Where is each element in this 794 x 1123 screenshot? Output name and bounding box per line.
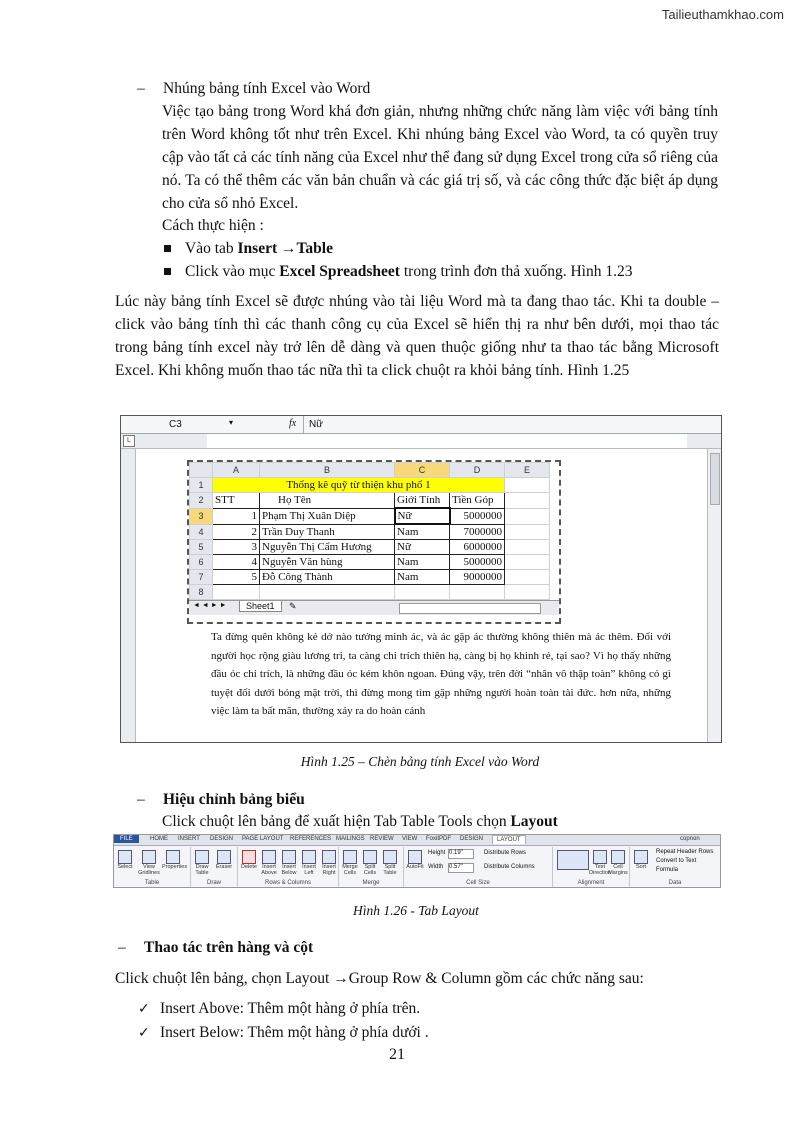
section-heading-edit: – Hiệu chỉnh bảng biểu [137,788,719,811]
table-row: 2 STT Họ Tên Giới Tính Tiền Góp [190,493,550,509]
width-label: Width [428,864,444,870]
paragraph-row-column: Click chuột lên bảng, chọn Layout →Group Row & Column gồm các chức năng sau: [115,970,644,987]
check-insert-above: ✓ Insert Above: Thêm một hàng ở phía trên. [138,997,718,1021]
split-table-icon[interactable] [383,850,397,864]
divider [303,416,304,433]
formula-input[interactable]: Nữ [309,419,323,430]
checkmark-icon: ✓ [138,1025,150,1041]
howto-label: Cách thực hiện : [162,217,264,234]
tab-design[interactable]: DESIGN [210,836,234,842]
square-bullet-icon [164,245,171,252]
tab-table-design[interactable]: DESIGN [460,836,484,842]
tab-sheet1[interactable]: Sheet1 [239,601,282,612]
table-row: 1 Thống kê quỹ từ thiện khu phố 1 [190,478,550,493]
group-data: Sort Repeat Header Rows Convert to Text Formula Data [635,849,714,886]
checkmark-icon: ✓ [138,1001,150,1017]
tab-references[interactable]: REFERENCES [290,836,332,842]
formula-bar [121,416,721,434]
draw-table-icon[interactable] [195,850,209,864]
paragraph-layout: Click chuột lên bảng để xuất hiện Tab Table Tools chọn Layout [162,813,558,830]
eraser-icon[interactable] [217,850,231,864]
table-row: 5 3 Nguyễn Thị Cẩm Hương Nữ 6000000 [190,540,550,555]
horizontal-scrollbar[interactable] [399,603,541,614]
scroll-thumb[interactable] [710,453,720,505]
section-title: Nhúng bảng tính Excel vào Word [163,80,371,97]
split-cells-icon[interactable] [363,850,377,864]
page-number: 21 [389,1046,405,1063]
merge-cells-icon[interactable] [343,850,357,864]
tab-page-layout[interactable]: PAGE LAYOUT [242,836,284,842]
group-draw: Draw Table Eraser Draw [191,847,238,887]
watermark: Tailieuthamkhao.com [661,7,784,22]
alignment-grid-icon[interactable] [557,850,589,870]
table-title-cell[interactable]: Thống kê quỹ từ thiện khu phố 1 [213,478,505,493]
height-input[interactable]: 0.19" [448,849,474,859]
table-row: 8 [190,585,550,600]
embedded-excel-sheet[interactable] [187,460,561,624]
tab-review[interactable]: REVIEW [370,836,394,842]
tab-selector-icon[interactable]: L [123,435,135,447]
table-row: 6 4 Nguyễn Văn hùng Nam 5000000 [190,555,550,570]
dash-bullet: – [118,939,126,956]
paragraph-double-click: Lúc này bảng tính Excel sẽ được nhúng vào tài liệu Word mà ta đang thao tác. Khi ta double –click vào bảng tính thì các thanh công cụ của Excel sẽ hiển thị ra như bên dưới, mọi thao tác trong bảng tính excel này trở lên dễ dàng và quen thuộc giống như ta thao tác bằng Microsoft Excel. Khi không muốn thao tác nữa thì ta click chuột ra khỏi bảng tính. Hình 1.25 [115,293,719,379]
repeat-header-rows-button[interactable]: Repeat Header Rows [656,849,714,855]
sort-icon[interactable] [634,850,648,864]
delete-icon[interactable] [242,850,256,864]
dropdown-arrow-icon[interactable]: ▾ [229,418,234,427]
caption-figure-1-25: Hình 1.25 – Chèn bảng tính Excel vào Word [300,754,540,769]
insert-left-icon[interactable] [302,850,316,864]
dash-bullet: – [137,791,145,808]
sheet-tab-bar [189,600,559,615]
vertical-scrollbar[interactable] [707,449,721,742]
width-input[interactable]: 0.57" [448,863,474,873]
distribute-rows-button[interactable]: Distribute Rows [484,850,527,856]
table-row: 7 5 Đỗ Công Thành Nam 9000000 [190,570,550,585]
properties-icon[interactable] [166,850,180,864]
fx-icon[interactable]: fx [289,418,297,429]
group-cell-size: AutoFit Height 0.19" Width 0.57" Distribute Rows Distribute Columns Cell Size [404,847,553,887]
text-direction-icon[interactable] [593,850,607,864]
paragraph-embed: Việc tạo bảng trong Word khá đơn giản, nhưng những chức năng làm việc với bảng tính trên Word không tốt như trên Excel. Khi nhúng bảng Excel vào Word, ta có quyền truy cập vào tất cả các tính năng của Excel như thể đang sử dụng Excel trong cửa sổ riêng của nó. Ta có thể thêm các văn bản chuẩn và các giá trị số, và các công thức đặc biệt áp dụng cho cửa sổ nhỏ Excel. [162,103,718,212]
bullet-excel-spreadsheet: Click vào mục Excel Spreadsheet trong trình đơn thả xuống. Hình 1.23 [164,260,720,283]
group-merge: Merge Cells Split Cells Split Table Merge [339,847,404,887]
figure-word-excel-screenshot [120,415,722,743]
active-cell[interactable]: Nữ [395,508,450,524]
figure-layout-ribbon [113,834,721,888]
word-body-text: Ta đừng quên không kẻ dở nào tưởng minh ác, và ác gặp ác thường không thiên mà ác thêm. Đối với người học rộng giàu lương tri, ta càng chỉ trích thiên hạ, càng bị họ khinh rẻ, tại sao? Vì họ thấy những đầu óc chỉ trích, là những đầu óc kém khôn ngoan. Đúng vậy, trên đời “nhân vô thập toàn” không có gì tuyệt đối dưới bóng mặt trời, thì đừng mong tìm gặp những người hoàn toàn tài đức. hơn nữa, những việc làm ta bất mãn, thường xảy ra do hoàn cảnh [211,631,671,717]
tab-foxitpdf[interactable]: FoxitPDF [426,836,452,842]
formula-button[interactable]: Formula [656,867,679,873]
autofit-icon[interactable] [408,850,422,864]
tab-insert[interactable]: INSERT [178,836,200,842]
group-table: Select View Gridlines Properties Table [114,847,191,887]
new-sheet-icon[interactable]: ✎ [289,601,297,611]
distribute-columns-button[interactable]: Distribute Columns [484,864,535,870]
excel-grid [189,462,550,600]
select-icon[interactable] [118,850,132,864]
group-alignment: Text Direction Cell Margins Alignment [553,847,630,887]
insert-below-icon[interactable] [282,850,296,864]
column-header-row: A B C D E [190,463,550,478]
table-row: 3 1 Phạm Thị Xuân Diệp Nữ 5000000 [190,508,550,524]
bullet-insert-table: Vào tab Insert →Table [164,237,720,260]
tab-file[interactable]: FILE [114,835,139,843]
ribbon-tab-bar [114,835,720,846]
tab-home[interactable]: HOME [150,836,168,842]
horizontal-ruler [121,434,721,449]
insert-right-icon[interactable] [322,850,336,864]
tab-view[interactable]: VIEW [402,836,418,842]
section-heading-rows-cols: – Thao tác trên hàng và cột [118,936,718,959]
dash-bullet: – [137,80,145,97]
vertical-ruler [121,449,136,742]
insert-above-icon[interactable] [262,850,276,864]
section-heading-embed [137,77,719,100]
tab-layout[interactable]: LAYOUT [492,835,526,844]
sheet-nav-arrows-icon[interactable]: ◄ ◄ ► ► [193,602,227,609]
gridlines-icon[interactable] [142,850,156,864]
group-rows-columns: Delete Insert Above Insert Below Insert Left Insert Right Rows & Columns [238,847,339,887]
cell-margins-icon[interactable] [611,850,625,864]
square-bullet-icon [164,268,171,275]
account-name: copnon [680,836,700,842]
convert-to-text-button[interactable]: Convert to Text [656,858,697,864]
height-label: Height [428,850,446,856]
caption-figure-1-26: Hình 1.26 - Tab Layout [353,903,479,918]
tab-mailings[interactable]: MAILINGS [336,836,365,842]
ruler-area [207,434,687,448]
cell-ref-box[interactable]: C3 [169,419,182,430]
table-row: 4 2 Trần Duy Thanh Nam 7000000 [190,524,550,540]
check-insert-below: ✓ Insert Below: Thêm một hàng ở phía dưới . [138,1021,718,1045]
